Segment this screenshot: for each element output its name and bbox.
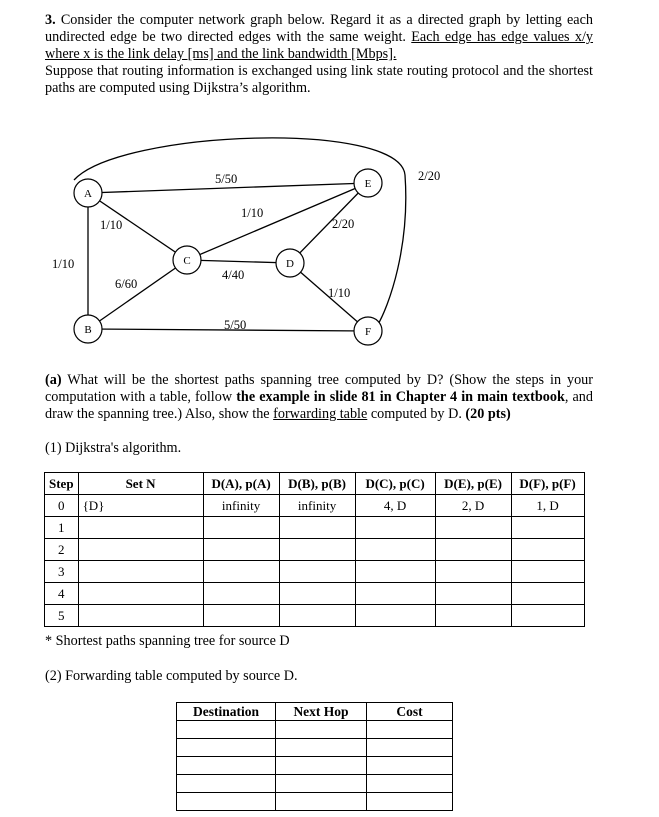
d-a-cell[interactable] (203, 605, 279, 627)
destination-cell[interactable] (177, 757, 276, 775)
header-next-hop: Next Hop (276, 703, 367, 721)
d-b-cell[interactable] (279, 561, 355, 583)
dijkstra-header-row (45, 473, 585, 495)
d-a-cell[interactable] (203, 561, 279, 583)
d-f-cell[interactable] (511, 583, 584, 605)
cost-cell[interactable] (367, 757, 453, 775)
d-e-cell[interactable] (435, 517, 511, 539)
d-b-cell[interactable] (279, 605, 355, 627)
step-cell: 4 (45, 583, 79, 605)
edge-label-ce: 1/10 (241, 206, 264, 220)
step-cell: 5 (45, 605, 79, 627)
edge-label-bc: 6/60 (115, 277, 138, 291)
step-cell: 0 (45, 495, 79, 517)
part-a-label: (a) (45, 372, 62, 388)
d-e-cell[interactable] (435, 605, 511, 627)
d-f-cell[interactable] (511, 517, 584, 539)
d-b-cell: infinity (279, 495, 355, 517)
part-a-points: (20 pts) (465, 406, 511, 422)
part-a-text (45, 372, 593, 423)
next-hop-cell[interactable] (276, 739, 367, 757)
edge-label-ac: 1/10 (100, 218, 123, 232)
d-e-cell[interactable] (435, 561, 511, 583)
table-row (45, 583, 585, 605)
edge-a-f-curve (74, 138, 406, 328)
destination-cell[interactable] (177, 739, 276, 757)
table-row (177, 775, 453, 793)
header-destination: Destination (177, 703, 276, 721)
d-b-cell[interactable] (279, 517, 355, 539)
d-f-cell: 1, D (511, 495, 584, 517)
header-cost: Cost (367, 703, 453, 721)
edge-c-d (187, 260, 290, 263)
node-d-label: D (286, 258, 294, 270)
set-n-cell[interactable] (78, 583, 203, 605)
spanning-tree-footnote: * Shortest paths spanning tree for source D (45, 633, 290, 649)
table-row (45, 605, 585, 627)
d-a-cell: infinity (203, 495, 279, 517)
d-f-cell[interactable] (511, 561, 584, 583)
forwarding-heading: (2) Forwarding table computed by source D. (45, 668, 298, 684)
d-e-cell[interactable] (435, 539, 511, 561)
problem-intro: Consider the computer network graph below. Regard it as a directed graph by letting each undirected edge be two directed edges with the same weight. (45, 12, 593, 45)
header-d-c: D(C), p(C) (355, 473, 435, 495)
destination-cell[interactable] (177, 775, 276, 793)
d-c-cell: 4, D (355, 495, 435, 517)
problem-number: 3. (45, 12, 56, 28)
header-step: Step (45, 473, 79, 495)
set-n-cell[interactable] (78, 517, 203, 539)
node-b-label: B (84, 324, 92, 336)
table-row (177, 739, 453, 757)
cost-cell[interactable] (367, 721, 453, 739)
step-cell: 3 (45, 561, 79, 583)
cost-cell[interactable] (367, 739, 453, 757)
edge-note: Each edge has edge values x/y where x is the link delay [ms] and the link bandwidth [Mbps]. (45, 29, 594, 62)
node-f-label: F (364, 326, 372, 338)
d-c-cell[interactable] (355, 583, 435, 605)
next-hop-cell[interactable] (276, 721, 367, 739)
part-a-text-2: , and draw the spanning tree.) Also, show the (45, 389, 593, 422)
edge-label-cd: 4/40 (222, 268, 245, 282)
set-n-cell[interactable] (78, 539, 203, 561)
next-hop-cell[interactable] (276, 757, 367, 775)
header-d-e: D(E), p(E) (435, 473, 511, 495)
header-set-n: Set N (78, 473, 203, 495)
d-a-cell[interactable] (203, 517, 279, 539)
destination-cell[interactable] (177, 721, 276, 739)
next-hop-cell[interactable] (276, 775, 367, 793)
node-c-label: C (183, 255, 191, 267)
network-graph (0, 0, 659, 372)
set-n-cell[interactable] (78, 561, 203, 583)
d-a-cell[interactable] (203, 539, 279, 561)
header-d-f: D(F), p(F) (511, 473, 584, 495)
forwarding-header-row (177, 703, 453, 721)
routing-text: Suppose that routing information is exchanged using link state routing protocol and the shortest paths are computed using Dijkstra’s algorithm. (45, 63, 593, 96)
d-e-cell[interactable] (435, 583, 511, 605)
part-a-text-1: What will be the shortest paths spanning tree computed by D? (Show the steps in your computation with a table, follow (45, 372, 593, 405)
table-row (45, 495, 585, 517)
d-f-cell[interactable] (511, 539, 584, 561)
d-f-cell[interactable] (511, 605, 584, 627)
table-row (45, 539, 585, 561)
d-b-cell[interactable] (279, 583, 355, 605)
cost-cell[interactable] (367, 775, 453, 793)
dijkstra-table (44, 472, 585, 627)
table-row (45, 517, 585, 539)
d-c-cell[interactable] (355, 539, 435, 561)
header-d-a: D(A), p(A) (203, 473, 279, 495)
table-row (177, 721, 453, 739)
edge-label-bf: 5/50 (224, 318, 247, 332)
step-cell: 2 (45, 539, 79, 561)
set-n-cell[interactable] (78, 605, 203, 627)
step-cell: 1 (45, 517, 79, 539)
edge-label-ab: 1/10 (52, 257, 75, 271)
d-c-cell[interactable] (355, 605, 435, 627)
d-a-cell[interactable] (203, 583, 279, 605)
table-row (177, 793, 453, 811)
next-hop-cell[interactable] (276, 793, 367, 811)
forwarding-table-link: forwarding table (273, 406, 368, 422)
edge-label-de: 2/20 (332, 217, 355, 231)
table-row (45, 561, 585, 583)
edge-d-e (290, 183, 368, 263)
edge-label-df: 1/10 (328, 286, 351, 300)
d-c-cell[interactable] (355, 517, 435, 539)
table-row (177, 757, 453, 775)
edge-label-af: 2/20 (418, 169, 441, 183)
part-a-text-3: computed by D. (370, 406, 462, 422)
header-d-b: D(B), p(B) (279, 473, 355, 495)
d-e-cell: 2, D (435, 495, 511, 517)
d-b-cell[interactable] (279, 539, 355, 561)
cost-cell[interactable] (367, 793, 453, 811)
node-a-label: A (84, 188, 92, 200)
edge-b-c (88, 260, 187, 329)
edge-label-ae: 5/50 (215, 172, 238, 186)
node-e-label: E (364, 178, 372, 190)
dijkstra-heading: (1) Dijkstra's algorithm. (45, 440, 182, 456)
part-a-bold: the example in slide 81 in Chapter 4 in main textbook (236, 389, 565, 405)
d-c-cell[interactable] (355, 561, 435, 583)
set-n-cell: {D} (78, 495, 203, 517)
forwarding-table (176, 702, 453, 811)
destination-cell[interactable] (177, 793, 276, 811)
